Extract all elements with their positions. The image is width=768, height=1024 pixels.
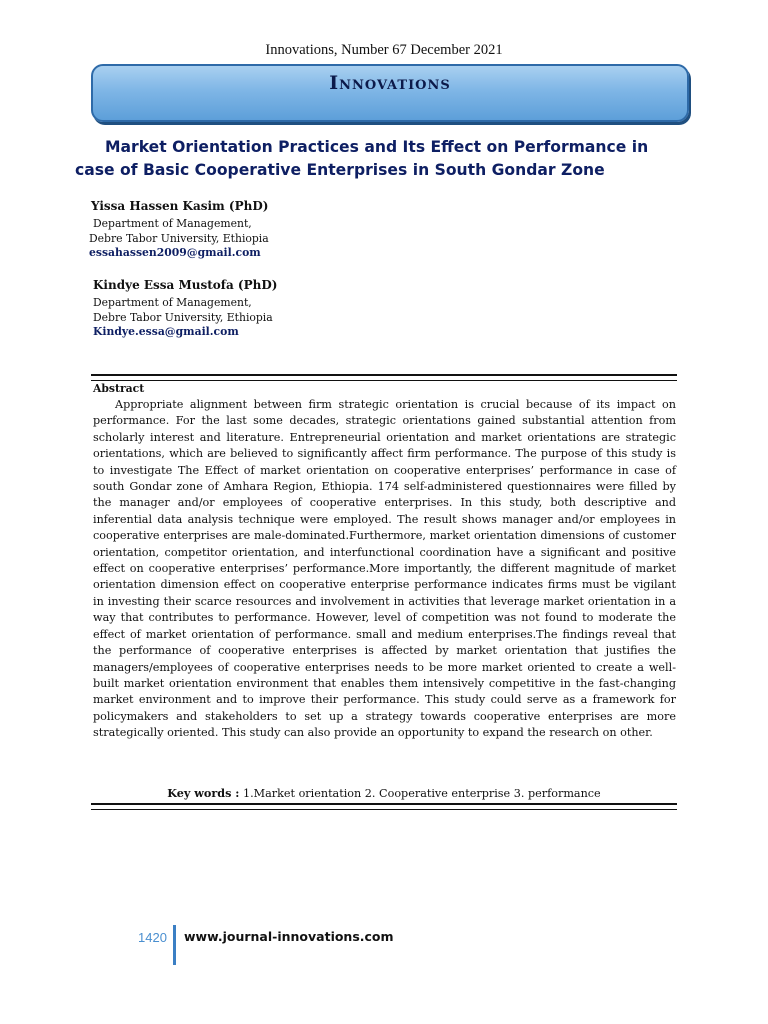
abstract-bottom-rule: [91, 803, 677, 810]
abstract-top-rule: [91, 374, 677, 381]
abstract-heading: Abstract: [93, 382, 145, 395]
author-1-university: Debre Tabor University, Ethiopia: [89, 232, 269, 245]
page-number: 1420: [138, 930, 167, 945]
abstract-body: [93, 397, 676, 742]
author-2-department: Department of Management,: [93, 296, 252, 309]
abstract-text: Appropriate alignment between firm strategic orientation is crucial because of its impact on performance. For the last some decades, strategic orientations gained substantial attention from scholarly interest and literature. Entrepreneurial orientation and market orientations are strategic orientations, which are believed to significantly affect firm performance. The purpose of this study is to investigate The Effect of market orientation on cooperative enterprises’ performance in case of south Gondar zone of Amhara Region, Ethiopia. 174 self-administered questionnaires were filled by the manager and/or employees of cooperative enterprises. In this study, both descriptive and inferential data analysis technique were employed. The result shows manager and/or employees in cooperative enterprises are male-dominated.Furthermore, market orientation dimensions of customer orientation, competitor orientation, and interfunctional coordination have a significant and positive effect on cooperative enterprises’ performance.More importantly, the different magnitude of market orientation dimension effect on cooperative enterprise performance indicates firms must be vigilant in investing their scarce resources and involvement in activities that leverage market orientation in a way that contributes to performance. However, level of competition was not found to moderate the effect of market orientation of performance. small and medium enterprises.The findings reveal that the performance of cooperative enterprises is affected by market orientation that justifies the managers/employees of cooperative enterprises needs to be more market oriented to create a well-built market orientation environment that enables them intensively competitive in the fast-changing market environment and to improve their performance. This study could serve as a framework for policymakers and stakeholders to set up a strategy towards cooperative enterprises are more strategically oriented. This study can also provide an opportunity to expand the research on other.: [93, 398, 676, 740]
keywords-label: Key words :: [167, 786, 240, 800]
journal-banner: [91, 64, 689, 122]
paper-title-line-2: case of Basic Cooperative Enterprises in South Gondar Zone: [75, 161, 605, 179]
author-2-name: Kindye Essa Mustofa (PhD): [93, 278, 278, 292]
footer-divider: [173, 925, 176, 965]
journal-banner-title: Innovations: [329, 72, 451, 94]
author-1-email[interactable]: essahassen2009@gmail.com: [89, 246, 261, 259]
journal-header: Innovations, Number 67 December 2021: [265, 42, 503, 58]
paper-title-line-1: Market Orientation Practices and Its Effect on Performance in: [105, 138, 649, 156]
author-2-email[interactable]: Kindye.essa@gmail.com: [93, 325, 239, 338]
author-2-university: Debre Tabor University, Ethiopia: [93, 311, 273, 324]
journal-url-link[interactable]: www.journal-innovations.com: [184, 929, 394, 944]
paper-title: [75, 136, 675, 182]
keywords: [0, 786, 768, 800]
keywords-text: 1.Market orientation 2. Cooperative enterprise 3. performance: [239, 787, 601, 800]
author-1-name: Yissa Hassen Kasim (PhD): [91, 199, 269, 213]
author-1-department: Department of Management,: [93, 217, 252, 230]
